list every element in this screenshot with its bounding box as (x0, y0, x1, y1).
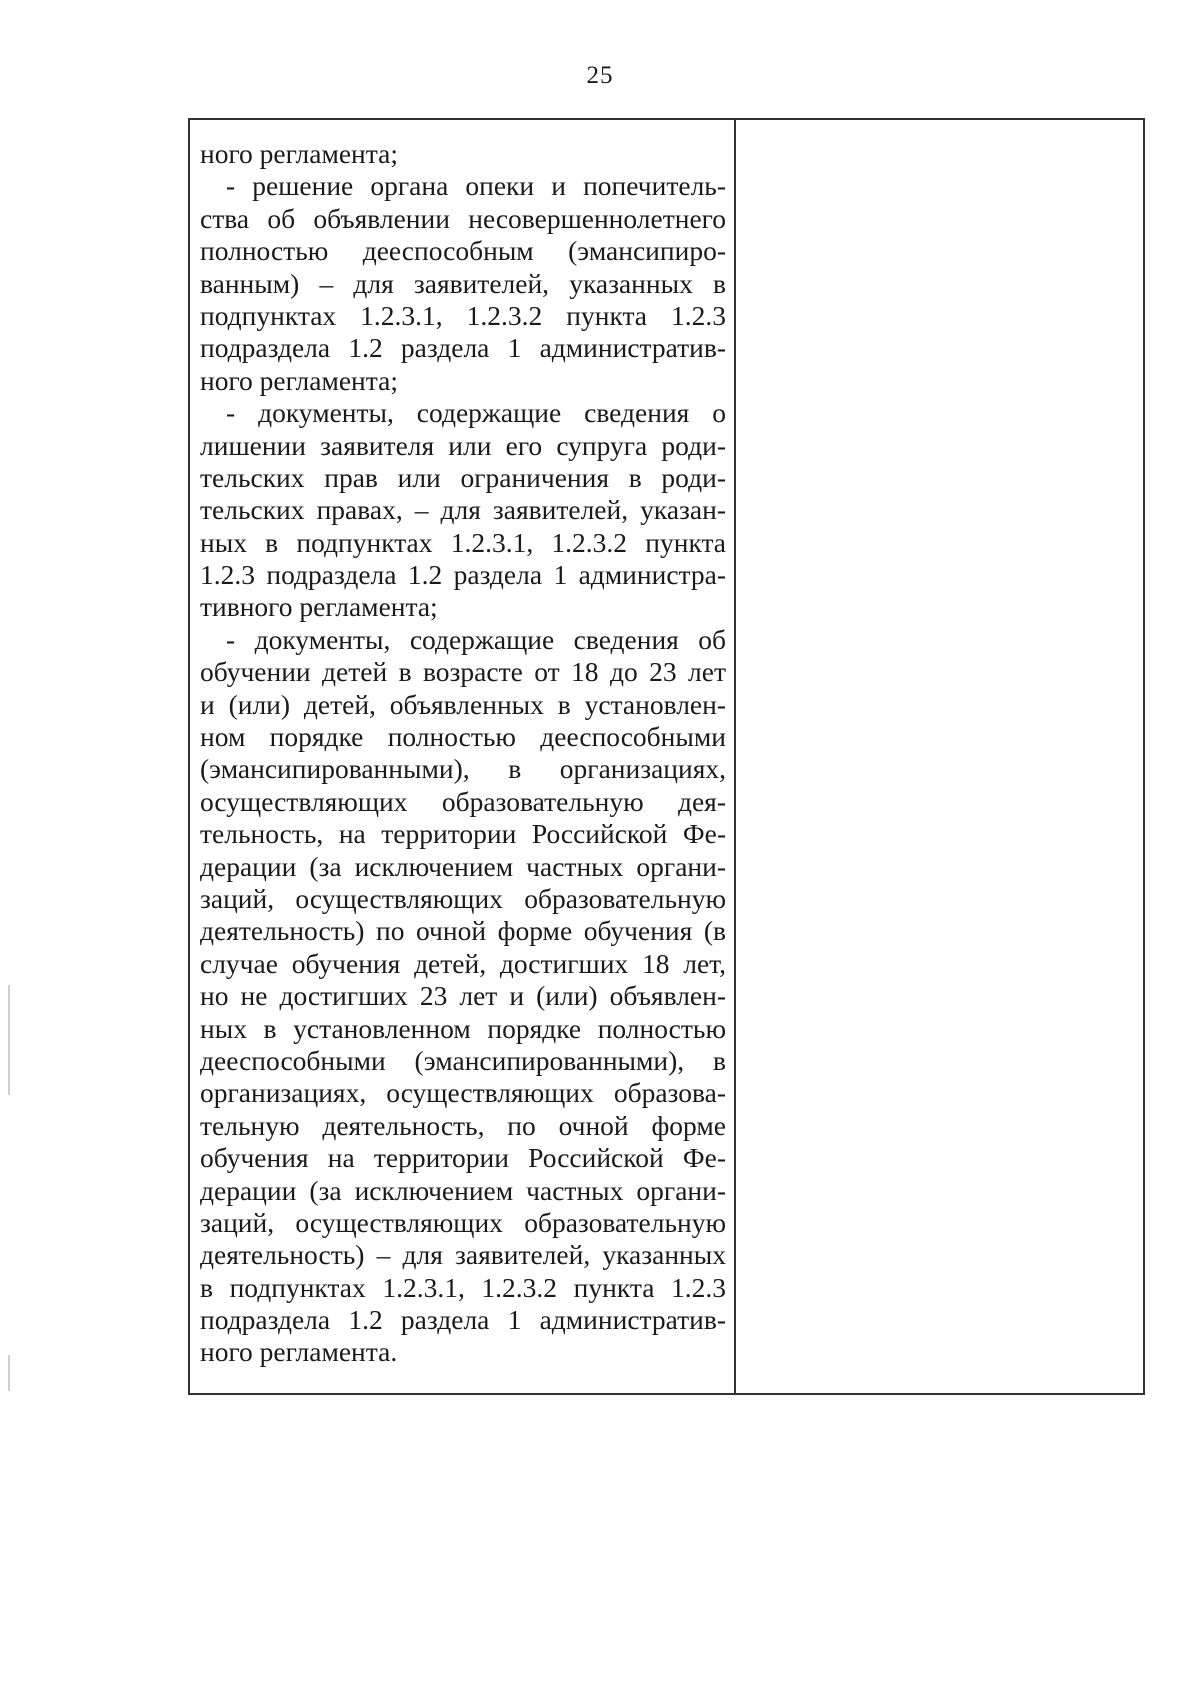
text-line: - решение органа опеки и попечитель- (226, 170, 726, 202)
text-line: подраздела 1.2 раздела 1 административ- (200, 332, 726, 364)
scan-artifact-mark (8, 1355, 10, 1391)
text-line: ного регламента; (200, 138, 398, 169)
text-line: тельских правах, – для заявителей, указан- (200, 494, 726, 526)
text-line: тивного регламента; (200, 591, 438, 623)
text-line: тельность, на территории Российской Фе- (200, 818, 726, 850)
text-line: лишении заявителя или его супруга роди- (200, 429, 726, 461)
text-line: ном порядке полностью дееспособными (200, 721, 726, 753)
text-line: деятельность) – для заявителей, указанных (200, 1239, 726, 1271)
text-line: и (или) детей, объявленных в установлен- (200, 688, 726, 720)
table-cell-left (189, 119, 735, 1394)
text-line: ства об объявлении несовершеннолетнего (200, 202, 726, 234)
table-row (189, 119, 1144, 1394)
text-line: подпунктах 1.2.3.1, 1.2.3.2 пункта 1.2.3 (200, 299, 726, 331)
text-line: 1.2.3 подраздела 1.2 раздела 1 администра- (200, 559, 726, 591)
text-line: заций, осуществляющих образовательную (200, 1206, 726, 1238)
text-line: ного регламента; (200, 364, 398, 396)
text-line: подраздела 1.2 раздела 1 административ- (200, 1304, 726, 1336)
text-line: ных в подпунктах 1.2.3.1, 1.2.3.2 пункта (200, 526, 726, 558)
text-line: дееспособными (эмансипированными), в (200, 1044, 726, 1076)
text-line: осуществляющих образовательную дея- (200, 785, 726, 817)
text-line: но не достигших 23 лет и (или) объявлен- (200, 980, 726, 1012)
text-line: ных в установленном порядке полностью (200, 1012, 726, 1044)
text-line: случае обучения детей, достигших 18 лет, (200, 947, 726, 979)
left-cell-text (190, 120, 734, 1369)
text-line: дерации (за исключением частных органи- (200, 1174, 726, 1206)
text-line: ванным) – для заявителей, указанных в (200, 267, 726, 299)
table-cell-right (735, 119, 1144, 1394)
text-line: - документы, содержащие сведения о (226, 397, 726, 429)
text-line: обучении детей в возрасте от 18 до 23 лет (200, 656, 726, 688)
text-line: деятельность) по очной форме обучения (в (200, 915, 726, 947)
document-table (188, 118, 1145, 1395)
text-line: дерации (за исключением частных органи- (200, 850, 726, 882)
text-line: тельских прав или ограничения в роди- (200, 461, 726, 493)
text-line: полностью дееспособным (эмансипиро- (200, 235, 726, 267)
text-line: организациях, осуществляющих образова- (200, 1077, 726, 1109)
text-line: тельную деятельность, по очной форме (200, 1109, 726, 1141)
page-number: 25 (586, 62, 614, 89)
scan-artifact-mark (8, 985, 10, 1095)
text-line: обучения на территории Российской Фе- (200, 1142, 726, 1174)
text-line: - документы, содержащие сведения об (226, 623, 726, 655)
text-line: заций, осуществляющих образовательную (200, 882, 726, 914)
text-line: ного регламента. (200, 1336, 398, 1368)
text-line: в подпунктах 1.2.3.1, 1.2.3.2 пункта 1.2.3 (200, 1271, 726, 1303)
text-line: (эмансипированными), в организациях, (200, 753, 726, 785)
